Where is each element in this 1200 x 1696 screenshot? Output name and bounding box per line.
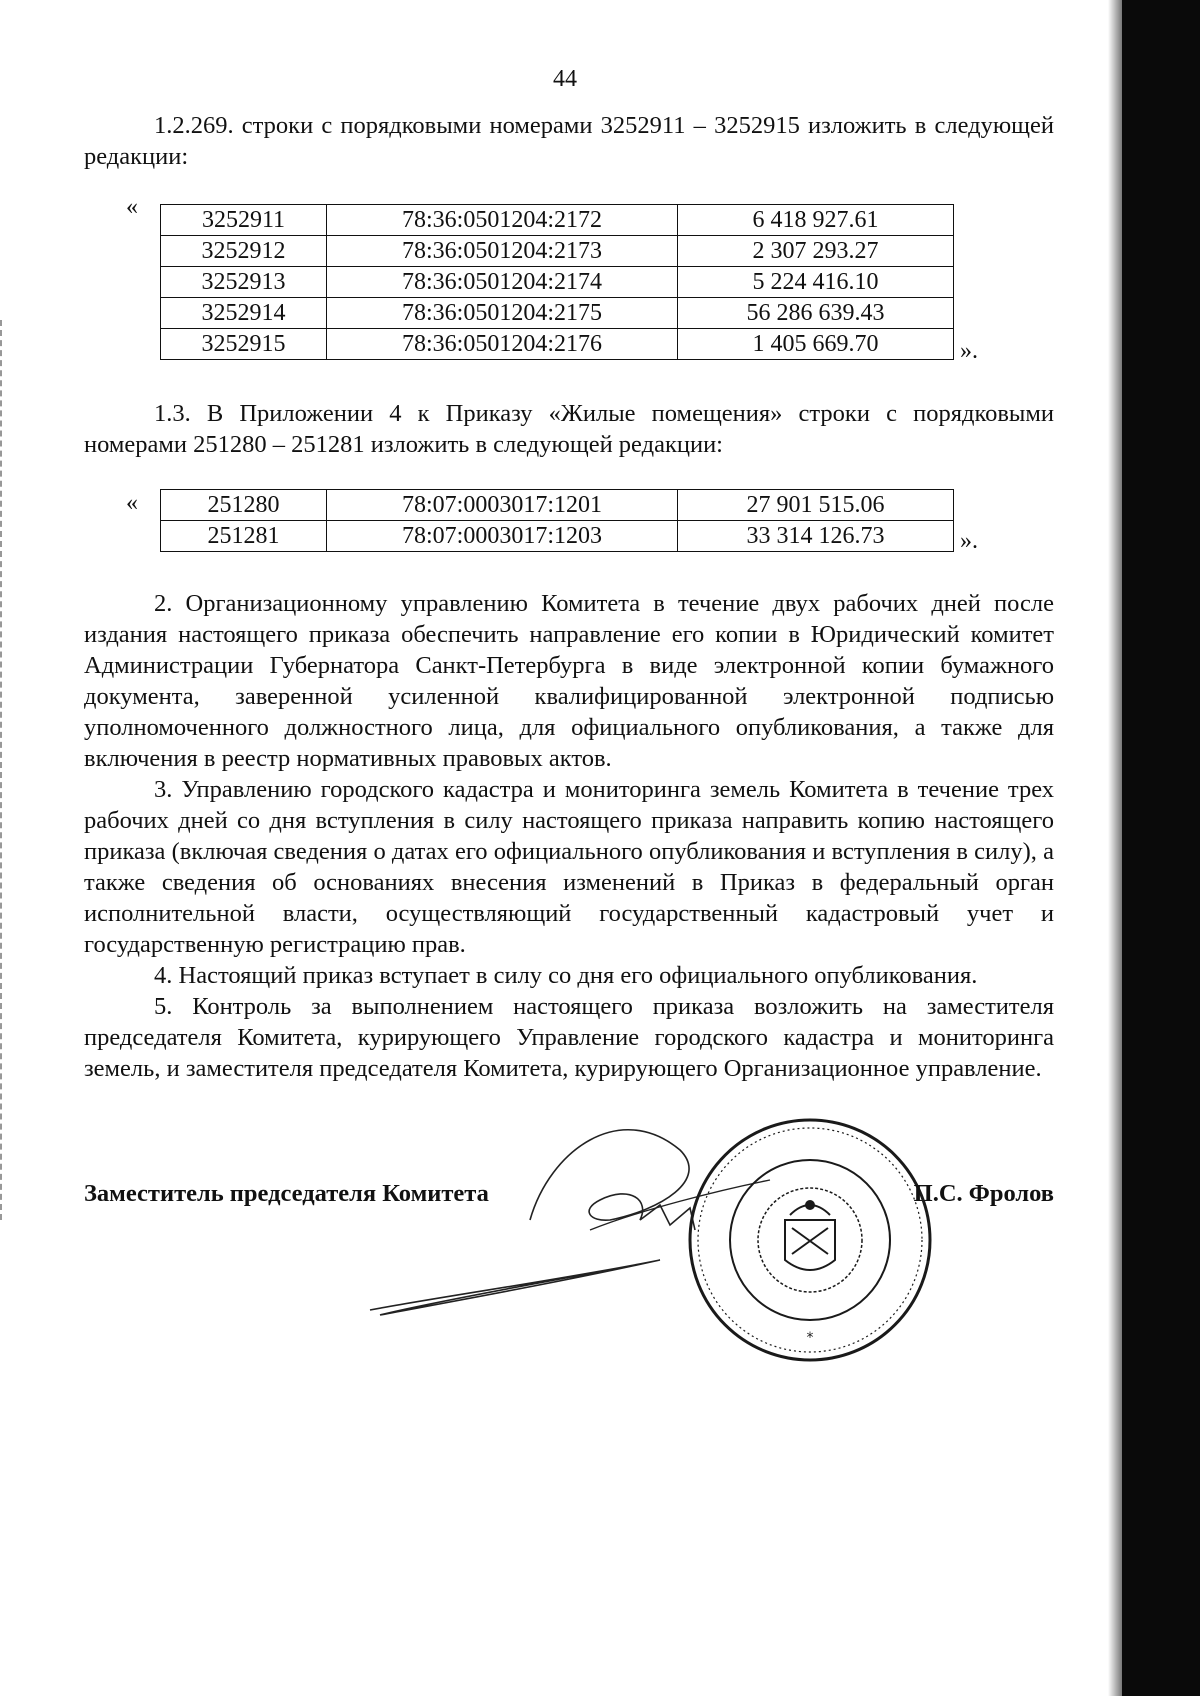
table-row bbox=[161, 490, 954, 521]
page-number: 44 bbox=[553, 66, 577, 92]
row-number-cell: 3252912 bbox=[161, 236, 327, 267]
row-number-cell: 3252913 bbox=[161, 267, 327, 298]
close-quote: ». bbox=[960, 528, 978, 554]
paragraph-5: 5. Контроль за выполнением настоящего приказа возложить на заместителя председателя Комитета, курирующего Управление городского кадастра и мониторинга земель, и заместителя председателя Комитета, курирующего Организационное управление. bbox=[84, 993, 1054, 1082]
signatory-title: Заместитель председателя Комитета bbox=[84, 1180, 489, 1207]
table-row bbox=[161, 236, 954, 267]
scan-margin-marks bbox=[0, 320, 5, 1220]
cadastral-number-cell: 78:36:0501204:2174 bbox=[327, 267, 678, 298]
table-row bbox=[161, 267, 954, 298]
row-number-cell: 3252915 bbox=[161, 329, 327, 360]
close-quote: ». bbox=[960, 338, 978, 364]
signatory-name: П.С. Фролов bbox=[913, 1180, 1054, 1207]
table-row bbox=[161, 205, 954, 236]
paragraph-4: 4. Настоящий приказ вступает в силу со дня его официального опубликования. bbox=[154, 962, 978, 989]
cadastral-value-cell: 6 418 927.61 bbox=[678, 205, 954, 236]
table-row bbox=[161, 298, 954, 329]
cadastral-number-cell: 78:07:0003017:1201 bbox=[327, 490, 678, 521]
open-quote: « bbox=[126, 490, 138, 516]
svg-text:*: * bbox=[806, 1330, 814, 1346]
paragraph-1-2-269 bbox=[84, 110, 1054, 172]
table-2 bbox=[160, 489, 954, 552]
paragraph-3: 3. Управлению городского кадастра и мониторинга земель Комитета в течение трех рабочих дней со дня вступления в силу настоящего приказа направить копию настоящего приказа (включая сведения о датах его официального опубликования и вступления в силу), а также сведения об основаниях внесения изменений в Приказ в федеральный орган исполнительной власти, осуществляющий государственный кадастровый учет и государственную регистрацию прав. bbox=[84, 776, 1054, 958]
cadastral-number-cell: 78:36:0501204:2173 bbox=[327, 236, 678, 267]
row-number-cell: 251280 bbox=[161, 490, 327, 521]
scan-edge bbox=[1122, 0, 1200, 1696]
row-number-cell: 251281 bbox=[161, 521, 327, 552]
paragraph-text: 1.3. В Приложении 4 к Приказу «Жилые помещения» строки с порядковыми номерами 251280 – 251281 изложить в следующей редакции: bbox=[84, 400, 1054, 458]
cadastral-value-cell: 33 314 126.73 bbox=[678, 521, 954, 552]
cadastral-number-cell: 78:36:0501204:2176 bbox=[327, 329, 678, 360]
cadastral-value-cell: 1 405 669.70 bbox=[678, 329, 954, 360]
cadastral-number-cell: 78:07:0003017:1203 bbox=[327, 521, 678, 552]
cadastral-value-cell: 56 286 639.43 bbox=[678, 298, 954, 329]
cadastral-number-cell: 78:36:0501204:2175 bbox=[327, 298, 678, 329]
cadastral-value-cell: 27 901 515.06 bbox=[678, 490, 954, 521]
paragraph-1-3 bbox=[84, 398, 1054, 460]
cadastral-value-cell: 2 307 293.27 bbox=[678, 236, 954, 267]
main-paragraphs bbox=[84, 588, 1054, 1084]
open-quote: « bbox=[126, 194, 138, 220]
paragraph-2: 2. Организационному управлению Комитета в течение двух рабочих дней после издания настоящего приказа обеспечить направление его копии в Юридический комитет Администрации Губернатора Санкт-Петербурга в виде электронной копии бумажного документа, заверенной усиленной квалифицированной электронной подписью уполномоченного должностного лица, для официального опубликования, а также для включения в реестр нормативных правовых актов. bbox=[84, 590, 1054, 772]
table-row bbox=[161, 329, 954, 360]
cadastral-value-cell: 5 224 416.10 bbox=[678, 267, 954, 298]
cadastral-number-cell: 78:36:0501204:2172 bbox=[327, 205, 678, 236]
row-number-cell: 3252911 bbox=[161, 205, 327, 236]
official-seal bbox=[680, 1110, 940, 1370]
scan-shadow bbox=[1108, 0, 1122, 1696]
table-1 bbox=[160, 204, 954, 360]
paragraph-text: 1.2.269. строки с порядковыми номерами 3252911 – 3252915 изложить в следующей редакции: bbox=[84, 112, 1054, 170]
table-row bbox=[161, 521, 954, 552]
row-number-cell: 3252914 bbox=[161, 298, 327, 329]
